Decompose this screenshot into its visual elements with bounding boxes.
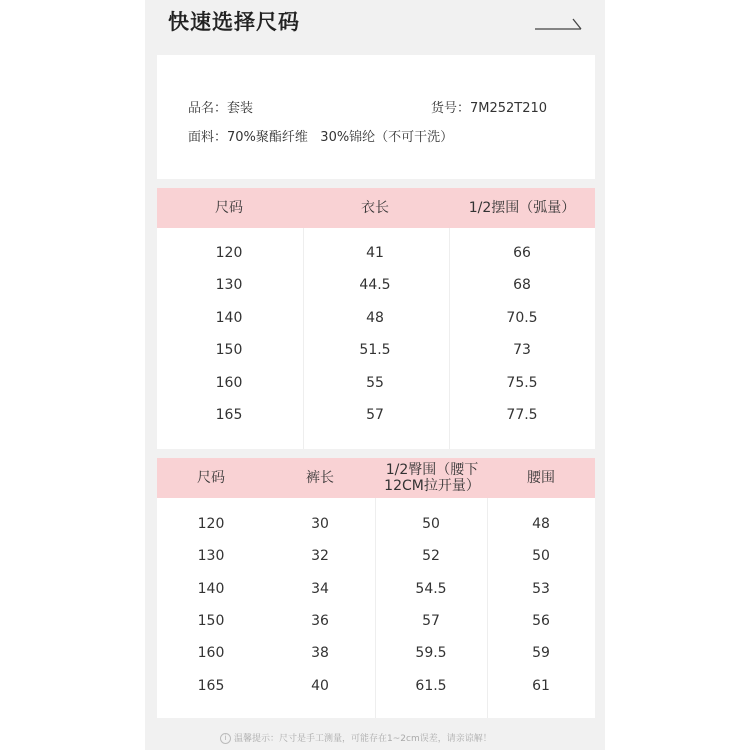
table-cell: 56 [532, 612, 550, 629]
table-cell: 130 [215, 277, 243, 294]
table-cell: 59 [532, 645, 550, 662]
header-hip-line2: 12CM拉开量） [384, 478, 480, 494]
table-cell: 77.5 [506, 407, 538, 423]
table-cell: 41 [366, 245, 384, 261]
column-divider [303, 228, 304, 449]
header-size: 尺码 [197, 470, 225, 486]
table-cell: 30 [311, 516, 329, 532]
table-cell: 48 [366, 309, 384, 326]
bottom-size-table [157, 458, 595, 718]
table-cell: 44.5 [359, 277, 391, 294]
table-cell: 57 [422, 612, 440, 629]
table-cell: 68 [513, 277, 531, 294]
table-cell: 52 [422, 548, 440, 565]
table-cell: 66 [513, 245, 531, 261]
table-cell: 36 [311, 612, 329, 629]
header-waist: 腰围 [527, 470, 555, 486]
table-cell: 140 [197, 580, 225, 597]
table-cell: 61.5 [415, 677, 447, 694]
table-cell: 55 [366, 374, 384, 391]
header-size: 尺码 [215, 200, 243, 216]
header-hip [372, 458, 492, 498]
table-cell: 70.5 [506, 309, 538, 326]
table-cell: 61 [532, 677, 550, 694]
table-cell: 160 [215, 374, 243, 391]
column-divider [449, 228, 450, 449]
product-name: 品名：套装 [188, 101, 254, 116]
table-cell: 59.5 [415, 645, 447, 662]
table-cell: 165 [215, 407, 243, 423]
table-cell: 54.5 [415, 580, 447, 597]
table-cell: 120 [197, 516, 225, 532]
table-cell: 165 [197, 677, 225, 694]
table-cell: 34 [311, 580, 329, 597]
table-cell: 73 [513, 342, 531, 359]
top-size-table [157, 188, 595, 449]
fabric-composition: 面料：70%聚酯纤维 30%锦纶（不可干洗） [188, 130, 454, 145]
table-cell: 150 [215, 342, 243, 359]
table-cell: 50 [532, 548, 550, 565]
header-length: 衣长 [361, 200, 389, 216]
table-cell: 130 [197, 548, 225, 565]
table-cell: 57 [366, 407, 384, 423]
table-cell: 40 [311, 677, 329, 694]
info-icon: i [220, 733, 231, 744]
table-cell: 51.5 [359, 342, 391, 359]
table-cell: 53 [532, 580, 550, 597]
header-hip-line1: 1/2臀围（腰下 [385, 462, 479, 478]
table-cell: 160 [197, 645, 225, 662]
page-title: 快速选择尺码 [168, 10, 300, 34]
table-cell: 50 [422, 516, 440, 532]
arrow-right-icon[interactable] [533, 16, 583, 32]
table-header-row [157, 458, 595, 498]
table-cell: 38 [311, 645, 329, 662]
header-hem: 1/2摆围（弧量） [468, 200, 576, 216]
table-cell: 32 [311, 548, 329, 565]
footer-note [220, 731, 492, 744]
product-info-card [157, 55, 595, 179]
column-divider [375, 498, 376, 718]
table-cell: 150 [197, 612, 225, 629]
table-cell: 75.5 [506, 374, 538, 391]
table-cell: 140 [215, 309, 243, 326]
column-divider [487, 498, 488, 718]
table-cell: 48 [532, 516, 550, 532]
header-pants-length: 裤长 [306, 470, 334, 486]
table-header-row [157, 188, 595, 228]
item-number: 货号：7M252T210 [431, 101, 548, 116]
footer-note-text: 温馨提示：尺寸是手工测量，可能存在1~2cm误差，请亲谅解！ [234, 734, 492, 744]
table-cell: 120 [215, 245, 243, 261]
